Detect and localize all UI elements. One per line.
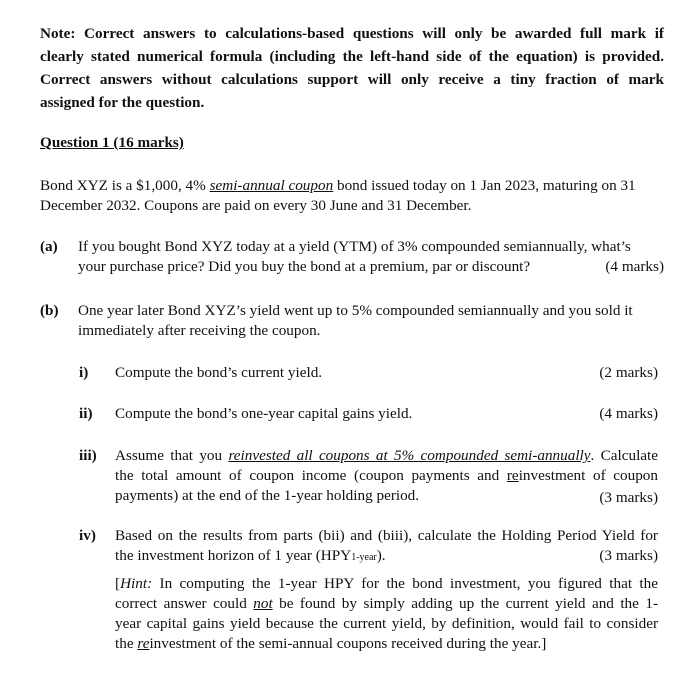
intro-line-1 bbox=[40, 176, 664, 196]
hint-line-4-end: investment of the semi-annual coupons received during the year.] bbox=[149, 635, 547, 652]
part-b-iii-line-1-start: Assume that you bbox=[115, 447, 229, 464]
part-b-i-marks: (2 marks) bbox=[599, 364, 658, 381]
part-b-iv-line-2-start: the investment horizon of 1 year (HPY bbox=[115, 547, 352, 564]
part-b-label: (b) bbox=[40, 302, 59, 319]
hint-line-2-end: be found by simply adding up the current yield and the 1- bbox=[272, 595, 659, 612]
part-a-body bbox=[78, 237, 662, 277]
part-b-iv-line-1: Based on the results from parts (bii) and (biii), calculate the Holding Period Yield for bbox=[115, 527, 658, 544]
part-b-i-label: i) bbox=[79, 364, 89, 381]
part-b-iii-emphasis: reinvested all coupons at 5% compounded semi-annually bbox=[228, 447, 591, 464]
hint-re-emphasis: re bbox=[137, 635, 150, 652]
part-b-iv-label: iv) bbox=[79, 527, 96, 544]
part-b-ii bbox=[79, 404, 658, 424]
part-a-line-2: your purchase price? Did you buy the bond at a premium, par or discount? bbox=[78, 258, 531, 275]
part-b-body bbox=[78, 301, 662, 341]
part-b-iii-line-2-end: investment of coupon bbox=[518, 467, 658, 484]
question-intro bbox=[40, 176, 664, 216]
intro-emphasis: semi-annual coupon bbox=[209, 177, 334, 194]
note-line-4: assigned for the question. bbox=[40, 94, 205, 111]
part-b-iii-re-underlined: re bbox=[506, 467, 519, 484]
part-b-ii-marks: (4 marks) bbox=[599, 405, 658, 422]
part-b-iii-marks: (3 marks) bbox=[599, 489, 658, 506]
note-line-1: Note: Correct answers to calculations-based questions will only be awarded full mark if bbox=[40, 25, 664, 42]
part-b bbox=[40, 301, 664, 341]
part-b-ii-label: ii) bbox=[79, 405, 93, 422]
part-b-iv-line-2 bbox=[115, 546, 658, 568]
part-b-i-body bbox=[115, 363, 658, 383]
hpy-subscript: 1-year bbox=[351, 552, 377, 563]
part-a-marks: (4 marks) bbox=[605, 258, 664, 275]
part-b-iii bbox=[79, 446, 658, 508]
part-b-iii-line-1 bbox=[115, 446, 658, 466]
part-b-iv-line-2-end: ). bbox=[376, 547, 386, 564]
part-b-i-text: Compute the bond’s current yield. bbox=[115, 364, 323, 381]
hint-not-emphasis: not bbox=[253, 595, 273, 612]
part-b-iv-body bbox=[115, 526, 658, 654]
grading-note bbox=[40, 22, 664, 114]
part-b-line-1: One year later Bond XYZ’s yield went up to 5% compounded semiannually and you sold it bbox=[78, 302, 633, 319]
part-b-ii-body bbox=[115, 404, 658, 424]
part-b-iii-line-2-start: the total amount of coupon income (coupon payments and bbox=[115, 467, 507, 484]
hint-line-3: year capital gains yield because the current yield, by definition, would fail to consider bbox=[115, 615, 658, 632]
hint-line-2 bbox=[115, 594, 658, 614]
intro-line-1-start: Bond XYZ is a $1,000, 4% bbox=[40, 177, 210, 194]
note-line-2: clearly stated numerical formula (including the left-hand side of the equation) is provided. bbox=[40, 48, 664, 65]
intro-line-2: December 2032. Coupons are paid on every 30 June and 31 December. bbox=[40, 197, 472, 214]
hint-label: Hint: bbox=[120, 575, 153, 592]
hint-line-1 bbox=[115, 574, 658, 594]
part-b-ii-text: Compute the bond’s one-year capital gains yield. bbox=[115, 405, 413, 422]
part-a-line-1: If you bought Bond XYZ today at a yield (YTM) of 3% compounded semiannually, what’s bbox=[78, 238, 631, 255]
hint-line-4-start: the bbox=[115, 635, 138, 652]
part-b-iv-marks: (3 marks) bbox=[599, 547, 658, 564]
note-line-3: Correct answers without calculations support will only receive a tiny fraction of mark bbox=[40, 71, 664, 88]
part-b-iii-line-1-end: . Calculate bbox=[590, 447, 658, 464]
part-b-line-2: immediately after receiving the coupon. bbox=[78, 322, 321, 339]
question-title: Question 1 (16 marks) bbox=[40, 134, 184, 151]
hint-open-bracket: [ bbox=[115, 575, 121, 592]
part-b-i bbox=[79, 363, 658, 383]
hint-line-2-start: correct answer could bbox=[115, 595, 254, 612]
part-b-iii-line-2 bbox=[115, 466, 658, 486]
hint-line-1-end: In computing the 1-year HPY for the bond investment, you figured that the bbox=[152, 575, 658, 592]
part-b-iii-label: iii) bbox=[79, 447, 97, 464]
part-b-iii-body bbox=[115, 446, 658, 506]
part-a-label: (a) bbox=[40, 238, 58, 255]
intro-line-1-end: bond issued today on 1 Jan 2023, maturing on 31 bbox=[333, 177, 636, 194]
part-b-iii-line-3: payments) at the end of the 1-year holding period. bbox=[115, 487, 420, 504]
part-a bbox=[40, 237, 664, 277]
hint-line-4 bbox=[115, 634, 658, 654]
part-b-iv bbox=[79, 526, 658, 666]
